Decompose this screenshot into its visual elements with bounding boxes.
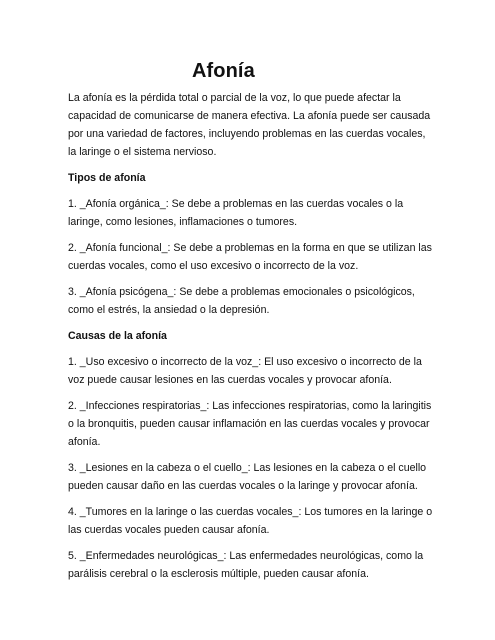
intro-paragraph: La afonía es la pérdida total o parcial de la voz, lo que puede afectar la capacidad de comunicarse de manera efectiva. La afonía puede ser causada por una variedad de factores, incluyendo problemas en las cuerdas vocales, la laringe o el sistema nervioso. (68, 92, 431, 158)
cause-item: 5. _Enfermedades neurológicas_: Las enfermedades neurológicas, como la parálisis cerebral o la esclerosis múltiple, pueden causar afonía. (68, 550, 424, 580)
cause-item: 3. _Lesiones en la cabeza o el cuello_: Las lesiones en la cabeza o el cuello pueden causar daño en las cuerdas vocales o la laringe y provocar afonía. (68, 462, 427, 492)
cause-item: 4. _Tumores en la laringe o las cuerdas vocales_: Los tumores en la laringe o las cuerdas vocales pueden causar afonía. (68, 506, 433, 536)
document-title: Afonía (192, 60, 255, 82)
document-body (68, 89, 436, 591)
cause-item: 2. _Infecciones respiratorias_: Las infecciones respiratorias, como la laringitis o la bronquitis, pueden causar inflamación en las cuerdas vocales y provocar afonía. (68, 400, 432, 448)
type-item: 1. _Afonía orgánica_: Se debe a problemas en las cuerdas vocales o la laringe, como lesiones, inflamaciones o tumores. (68, 198, 404, 228)
cause-item: 1. _Uso excesivo o incorrecto de la voz_: El uso excesivo o incorrecto de la voz puede causar lesiones en las cuerdas vocales y provocar afonía. (68, 356, 422, 386)
type-item: 3. _Afonía psicógena_: Se debe a problemas emocionales o psicológicos, como el estrés, la ansiedad o la depresión. (68, 286, 415, 316)
type-item: 2. _Afonía funcional_: Se debe a problemas en la forma en que se utilizan las cuerdas vocales, como el uso excesivo o incorrecto de la voz. (68, 242, 432, 272)
types-heading: Tipos de afonía (68, 172, 146, 184)
causes-heading: Causas de la afonía (68, 330, 167, 342)
